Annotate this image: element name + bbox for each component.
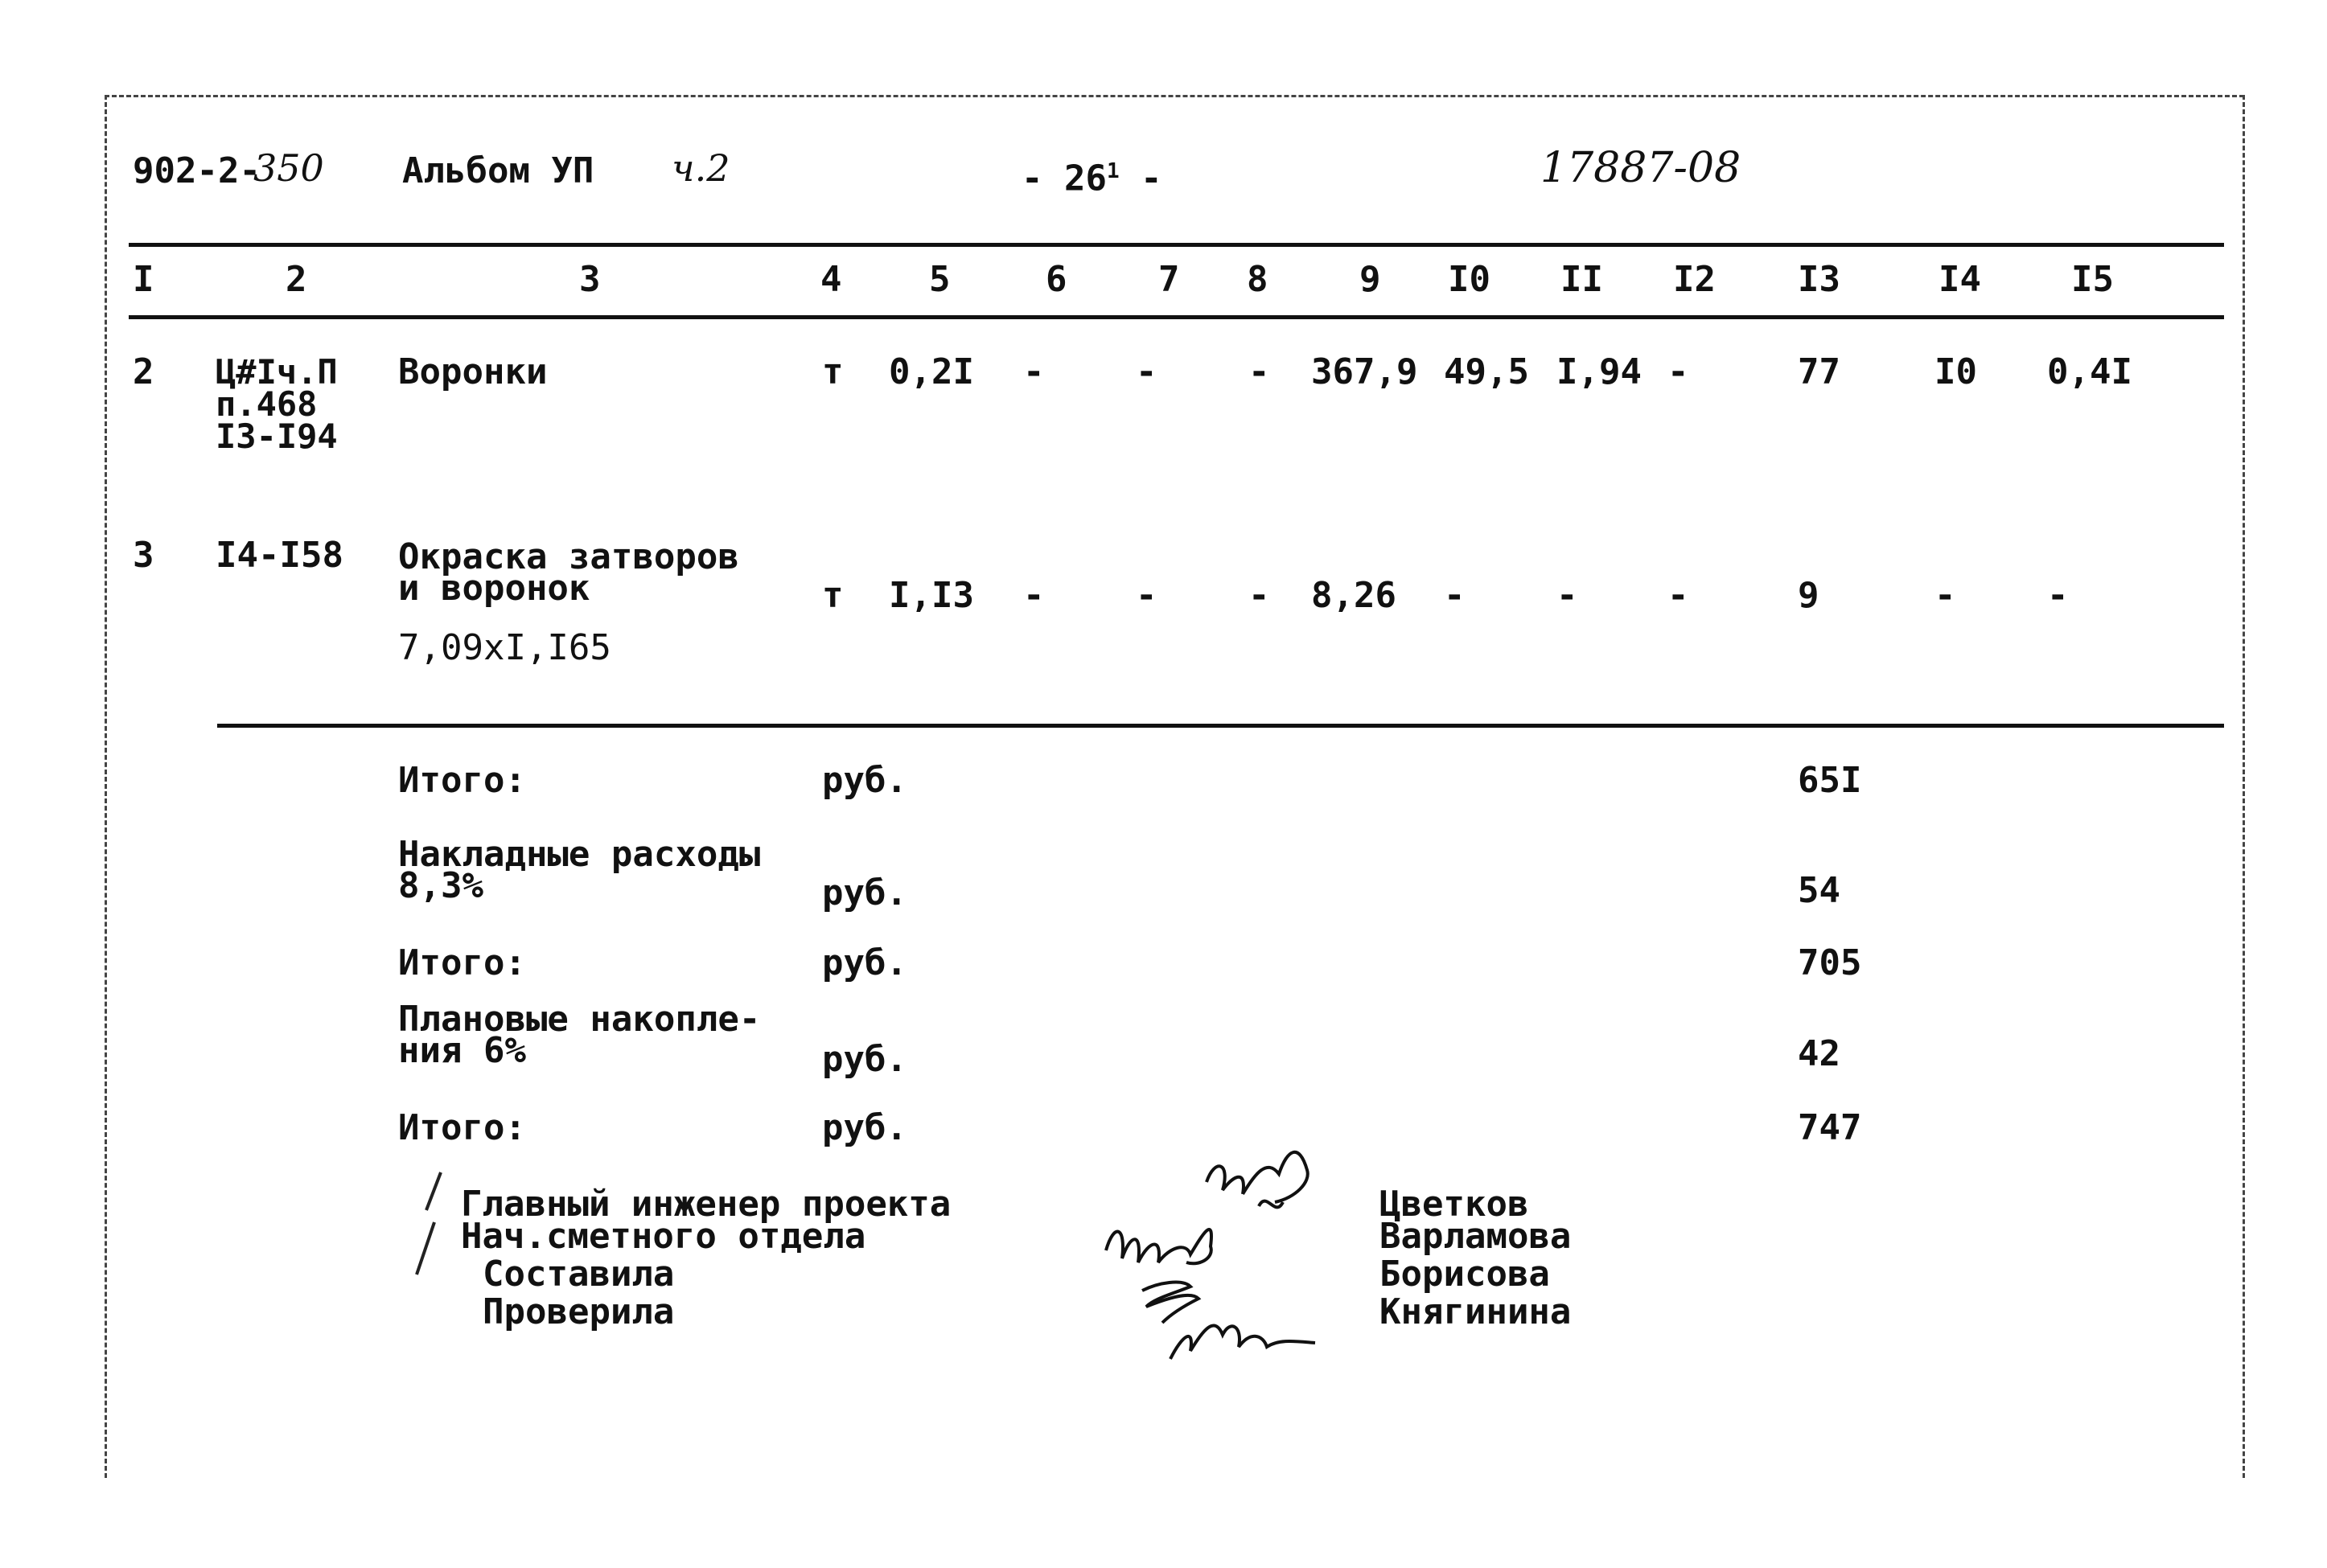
album-label: Альбом УП: [402, 150, 594, 191]
column-header: 4: [820, 259, 842, 300]
signatory-name: Варламова: [1379, 1216, 1572, 1257]
cell: -: [1248, 575, 1270, 616]
total-unit: руб.: [822, 872, 907, 913]
row-name: и воронок: [398, 568, 590, 609]
total-label: Итого:: [398, 1107, 526, 1148]
signature-tick-marks: [402, 1166, 467, 1287]
order-number-handwritten: 17887-08: [1540, 144, 1741, 192]
total-label: Итого:: [398, 942, 526, 983]
column-header: 8: [1247, 259, 1268, 300]
cell: -: [1136, 351, 1157, 392]
cell: -: [2047, 575, 2069, 616]
column-header: 7: [1158, 259, 1180, 300]
cell: -: [1248, 351, 1270, 392]
row-number: 3: [133, 535, 154, 576]
total-unit: руб.: [822, 1107, 907, 1148]
handwritten-signatures: [1094, 1126, 1392, 1383]
column-header: 3: [579, 259, 601, 300]
total-value: 65I: [1798, 760, 1862, 801]
column-header: I: [133, 259, 154, 300]
cell: -: [1023, 575, 1045, 616]
signatory-name: Цветков: [1379, 1184, 1529, 1225]
cell: -: [1934, 575, 1956, 616]
cell: 367,9: [1311, 351, 1418, 392]
row-quantity: I,I3: [889, 575, 974, 616]
total-unit: руб.: [822, 942, 907, 983]
cell: -: [1556, 575, 1578, 616]
frame-right-border: [2243, 95, 2245, 1478]
column-header: II: [1560, 259, 1603, 300]
cell: I0: [1934, 351, 1977, 392]
total-value: 42: [1798, 1033, 1840, 1074]
row-code: п.468: [216, 384, 318, 424]
column-header: I4: [1938, 259, 1981, 300]
frame-left-border: [105, 95, 107, 1478]
column-header: 9: [1359, 259, 1381, 300]
doc-code: 902-2-: [133, 150, 261, 191]
row-number: 2: [133, 351, 154, 392]
column-header: I5: [2071, 259, 2114, 300]
page-number: - $26^1$ -: [1022, 158, 1162, 199]
header-top-rule: [129, 243, 2224, 247]
cell: -: [1136, 575, 1157, 616]
cell: 8,26: [1311, 575, 1396, 616]
row-code: I3-I94: [216, 417, 338, 456]
cell: 49,5: [1444, 351, 1529, 392]
row-name: Окраска затворов: [398, 536, 739, 577]
row-unit: т: [822, 351, 844, 392]
signatory-position: Проверила: [483, 1291, 675, 1332]
column-header: 6: [1046, 259, 1067, 300]
column-header: I0: [1448, 259, 1490, 300]
cell: -: [1023, 351, 1045, 392]
column-header: 5: [929, 259, 951, 300]
row-quantity: 0,2I: [889, 351, 974, 392]
column-header: I2: [1673, 259, 1716, 300]
row-code: Ц#Iч.П: [216, 352, 338, 392]
cell: 9: [1798, 575, 1819, 616]
row-name: Воронки: [398, 351, 548, 392]
row-name: 7,09хI,I65: [398, 627, 611, 668]
signatory-position: Нач.сметного отдела: [461, 1216, 866, 1257]
cell: I,94: [1556, 351, 1642, 392]
total-label: 8,3%: [398, 865, 483, 906]
signatory-position: Составила: [483, 1254, 675, 1295]
cell: 77: [1798, 351, 1840, 392]
header-bottom-rule: [129, 315, 2224, 319]
column-header: I3: [1798, 259, 1840, 300]
cell: -: [1667, 351, 1689, 392]
total-label: Накладные расходы: [398, 834, 761, 875]
total-value: 54: [1798, 870, 1840, 911]
doc-code-handwritten: 350: [253, 146, 324, 190]
signatory-position: Главный инженер проекта: [461, 1184, 952, 1225]
volume-handwritten: ч.2: [672, 146, 730, 190]
signatory-name: Княгинина: [1379, 1291, 1572, 1332]
total-unit: руб.: [822, 1039, 907, 1080]
column-header: 2: [286, 259, 307, 300]
total-unit: руб.: [822, 760, 907, 801]
total-label: Плановые накопле-: [398, 999, 761, 1040]
cell: -: [1444, 575, 1466, 616]
total-label: Итого:: [398, 760, 526, 801]
row-unit: т: [822, 575, 844, 616]
signatory-name: Борисова: [1379, 1254, 1550, 1295]
total-value: 705: [1798, 942, 1862, 983]
cell: 0,4I: [2047, 351, 2132, 392]
row-code: I4-I58: [216, 535, 343, 576]
total-label: ния 6%: [398, 1030, 526, 1071]
totals-rule: [217, 724, 2224, 728]
total-value: 747: [1798, 1107, 1862, 1148]
cell: -: [1667, 575, 1689, 616]
frame-top-border: [105, 95, 2244, 97]
